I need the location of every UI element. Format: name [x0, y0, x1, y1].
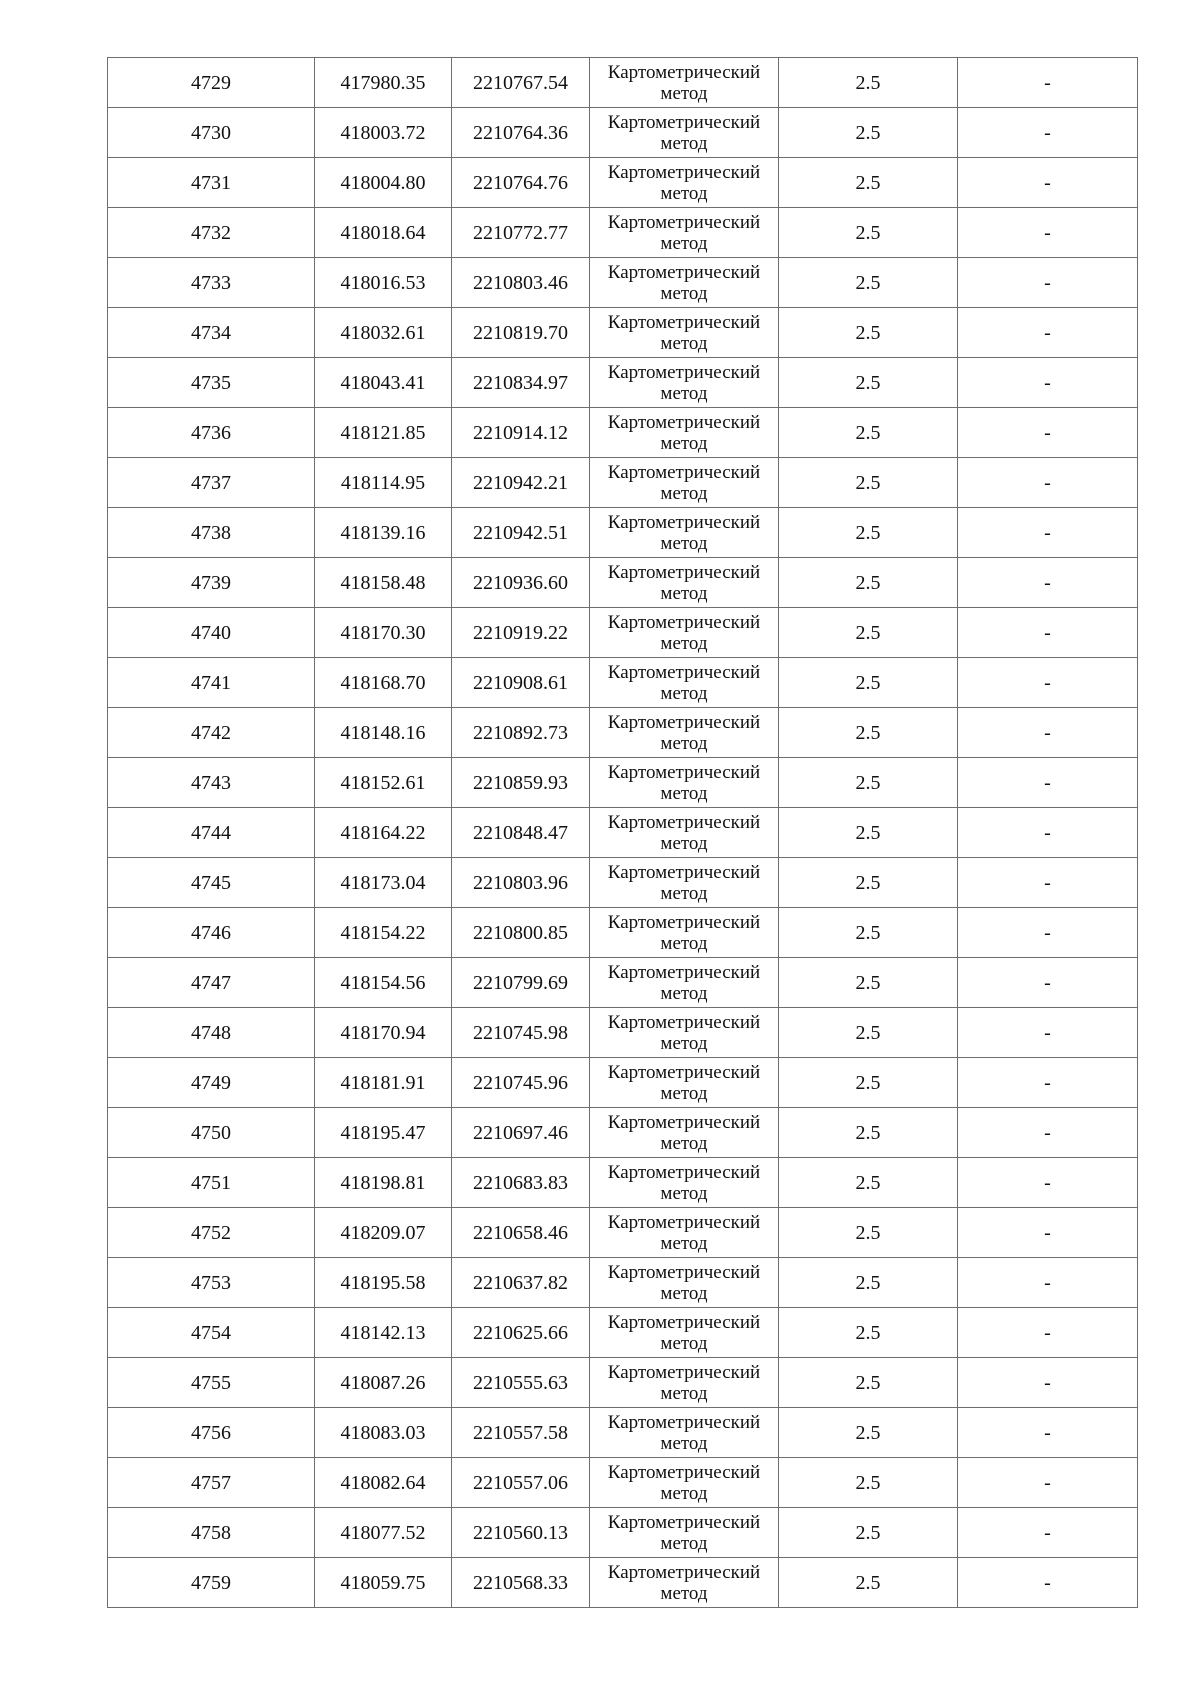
method-line-1: Картометрический — [607, 461, 761, 483]
method-cell — [590, 408, 779, 458]
method-line-2: метод — [660, 1582, 708, 1604]
x-coordinate-cell: 418198.81 — [315, 1158, 452, 1208]
y-coordinate-cell: 2210560.13 — [452, 1508, 590, 1558]
method-line-1: Картометрический — [607, 1461, 761, 1483]
note-cell: - — [958, 208, 1138, 258]
method-line-1: Картометрический — [607, 1511, 761, 1533]
point-number-cell: 4750 — [108, 1108, 315, 1158]
method-line-2: метод — [660, 282, 708, 304]
note-cell: - — [958, 808, 1138, 858]
table-row — [108, 908, 1138, 958]
method-cell — [590, 1408, 779, 1458]
table-row — [108, 408, 1138, 458]
x-coordinate-cell: 418158.48 — [315, 558, 452, 608]
precision-cell: 2.5 — [779, 1408, 958, 1458]
method-cell — [590, 158, 779, 208]
method-line-1: Картометрический — [607, 1211, 761, 1233]
y-coordinate-cell: 2210767.54 — [452, 58, 590, 108]
method-line-1: Картометрический — [607, 1161, 761, 1183]
note-cell: - — [958, 458, 1138, 508]
precision-cell: 2.5 — [779, 708, 958, 758]
table-row — [108, 1058, 1138, 1108]
precision-cell: 2.5 — [779, 508, 958, 558]
table-row — [108, 1258, 1138, 1308]
method-cell — [590, 1158, 779, 1208]
method-line-1: Картометрический — [607, 1561, 761, 1583]
table-row — [108, 58, 1138, 108]
method-line-1: Картометрический — [607, 61, 761, 83]
method-line-1: Картометрический — [607, 1361, 761, 1383]
y-coordinate-cell: 2210557.06 — [452, 1458, 590, 1508]
coordinates-table — [107, 57, 1138, 1608]
table-row — [108, 1358, 1138, 1408]
x-coordinate-cell: 418148.16 — [315, 708, 452, 758]
table-row — [108, 158, 1138, 208]
x-coordinate-cell: 418209.07 — [315, 1208, 452, 1258]
method-line-2: метод — [660, 232, 708, 254]
precision-cell: 2.5 — [779, 458, 958, 508]
point-number-cell: 4757 — [108, 1458, 315, 1508]
method-line-2: метод — [660, 532, 708, 554]
method-line-1: Картометрический — [607, 1111, 761, 1133]
y-coordinate-cell: 2210892.73 — [452, 708, 590, 758]
precision-cell: 2.5 — [779, 858, 958, 908]
table-row — [108, 108, 1138, 158]
point-number-cell: 4729 — [108, 58, 315, 108]
precision-cell: 2.5 — [779, 58, 958, 108]
y-coordinate-cell: 2210803.96 — [452, 858, 590, 908]
table-row — [108, 1408, 1138, 1458]
y-coordinate-cell: 2210555.63 — [452, 1358, 590, 1408]
y-coordinate-cell: 2210848.47 — [452, 808, 590, 858]
note-cell: - — [958, 1508, 1138, 1558]
y-coordinate-cell: 2210803.46 — [452, 258, 590, 308]
method-cell — [590, 558, 779, 608]
y-coordinate-cell: 2210745.98 — [452, 1008, 590, 1058]
y-coordinate-cell: 2210568.33 — [452, 1558, 590, 1608]
precision-cell: 2.5 — [779, 658, 958, 708]
table-row — [108, 1158, 1138, 1208]
y-coordinate-cell: 2210819.70 — [452, 308, 590, 358]
method-line-2: метод — [660, 382, 708, 404]
point-number-cell: 4743 — [108, 758, 315, 808]
y-coordinate-cell: 2210745.96 — [452, 1058, 590, 1108]
method-line-1: Картометрический — [607, 511, 761, 533]
note-cell: - — [958, 108, 1138, 158]
note-cell: - — [958, 558, 1138, 608]
y-coordinate-cell: 2210800.85 — [452, 908, 590, 958]
precision-cell: 2.5 — [779, 1508, 958, 1558]
note-cell: - — [958, 858, 1138, 908]
precision-cell: 2.5 — [779, 758, 958, 808]
method-cell — [590, 1508, 779, 1558]
method-line-1: Картометрический — [607, 711, 761, 733]
point-number-cell: 4737 — [108, 458, 315, 508]
method-cell — [590, 58, 779, 108]
x-coordinate-cell: 418170.30 — [315, 608, 452, 658]
note-cell: - — [958, 1558, 1138, 1608]
method-cell — [590, 758, 779, 808]
method-line-2: метод — [660, 982, 708, 1004]
note-cell: - — [958, 958, 1138, 1008]
method-line-1: Картометрический — [607, 1411, 761, 1433]
point-number-cell: 4746 — [108, 908, 315, 958]
point-number-cell: 4735 — [108, 358, 315, 408]
x-coordinate-cell: 418195.47 — [315, 1108, 452, 1158]
table-row — [108, 1508, 1138, 1558]
x-coordinate-cell: 418170.94 — [315, 1008, 452, 1058]
note-cell: - — [958, 1258, 1138, 1308]
table-row — [108, 858, 1138, 908]
note-cell: - — [958, 1008, 1138, 1058]
x-coordinate-cell: 418168.70 — [315, 658, 452, 708]
point-number-cell: 4752 — [108, 1208, 315, 1258]
x-coordinate-cell: 418003.72 — [315, 108, 452, 158]
method-line-2: метод — [660, 1482, 708, 1504]
x-coordinate-cell: 418154.22 — [315, 908, 452, 958]
y-coordinate-cell: 2210908.61 — [452, 658, 590, 708]
table-row — [108, 1108, 1138, 1158]
method-line-2: метод — [660, 682, 708, 704]
precision-cell: 2.5 — [779, 958, 958, 1008]
table-row — [108, 958, 1138, 1008]
method-cell — [590, 1258, 779, 1308]
method-line-2: метод — [660, 332, 708, 354]
y-coordinate-cell: 2210637.82 — [452, 1258, 590, 1308]
x-coordinate-cell: 418173.04 — [315, 858, 452, 908]
table-row — [108, 658, 1138, 708]
precision-cell: 2.5 — [779, 608, 958, 658]
table-row — [108, 258, 1138, 308]
precision-cell: 2.5 — [779, 158, 958, 208]
x-coordinate-cell: 418016.53 — [315, 258, 452, 308]
precision-cell: 2.5 — [779, 108, 958, 158]
y-coordinate-cell: 2210942.21 — [452, 458, 590, 508]
table-row — [108, 558, 1138, 608]
table-row — [108, 608, 1138, 658]
precision-cell: 2.5 — [779, 1158, 958, 1208]
method-cell — [590, 308, 779, 358]
method-line-2: метод — [660, 882, 708, 904]
table-row — [108, 808, 1138, 858]
point-number-cell: 4732 — [108, 208, 315, 258]
method-line-1: Картометрический — [607, 261, 761, 283]
method-line-2: метод — [660, 432, 708, 454]
method-line-2: метод — [660, 832, 708, 854]
method-line-2: метод — [660, 1382, 708, 1404]
method-line-1: Картометрический — [607, 611, 761, 633]
method-line-2: метод — [660, 732, 708, 754]
method-line-2: метод — [660, 1232, 708, 1254]
method-cell — [590, 258, 779, 308]
method-line-2: метод — [660, 482, 708, 504]
x-coordinate-cell: 418077.52 — [315, 1508, 452, 1558]
method-cell — [590, 658, 779, 708]
x-coordinate-cell: 418164.22 — [315, 808, 452, 858]
point-number-cell: 4747 — [108, 958, 315, 1008]
method-line-1: Картометрический — [607, 1311, 761, 1333]
y-coordinate-cell: 2210799.69 — [452, 958, 590, 1008]
method-cell — [590, 1308, 779, 1358]
note-cell: - — [958, 1208, 1138, 1258]
x-coordinate-cell: 418043.41 — [315, 358, 452, 408]
note-cell: - — [958, 708, 1138, 758]
y-coordinate-cell: 2210936.60 — [452, 558, 590, 608]
point-number-cell: 4731 — [108, 158, 315, 208]
point-number-cell: 4754 — [108, 1308, 315, 1358]
point-number-cell: 4734 — [108, 308, 315, 358]
table-row — [108, 358, 1138, 408]
point-number-cell: 4758 — [108, 1508, 315, 1558]
table-row — [108, 1558, 1138, 1608]
method-line-1: Картометрический — [607, 361, 761, 383]
note-cell: - — [958, 308, 1138, 358]
note-cell: - — [958, 408, 1138, 458]
y-coordinate-cell: 2210697.46 — [452, 1108, 590, 1158]
x-coordinate-cell: 418152.61 — [315, 758, 452, 808]
note-cell: - — [958, 608, 1138, 658]
method-line-2: метод — [660, 932, 708, 954]
method-line-1: Картометрический — [607, 811, 761, 833]
point-number-cell: 4748 — [108, 1008, 315, 1058]
method-cell — [590, 108, 779, 158]
note-cell: - — [958, 258, 1138, 308]
note-cell: - — [958, 1408, 1138, 1458]
method-line-2: метод — [660, 582, 708, 604]
method-cell — [590, 958, 779, 1008]
method-cell — [590, 608, 779, 658]
y-coordinate-cell: 2210557.58 — [452, 1408, 590, 1458]
x-coordinate-cell: 418121.85 — [315, 408, 452, 458]
method-cell — [590, 358, 779, 408]
method-line-2: метод — [660, 182, 708, 204]
precision-cell: 2.5 — [779, 308, 958, 358]
point-number-cell: 4740 — [108, 608, 315, 658]
x-coordinate-cell: 418018.64 — [315, 208, 452, 258]
x-coordinate-cell: 418032.61 — [315, 308, 452, 358]
precision-cell: 2.5 — [779, 1008, 958, 1058]
method-line-2: метод — [660, 1132, 708, 1154]
precision-cell: 2.5 — [779, 1058, 958, 1108]
method-line-1: Картометрический — [607, 1061, 761, 1083]
x-coordinate-cell: 418083.03 — [315, 1408, 452, 1458]
method-cell — [590, 1558, 779, 1608]
method-cell — [590, 1108, 779, 1158]
y-coordinate-cell: 2210764.76 — [452, 158, 590, 208]
y-coordinate-cell: 2210914.12 — [452, 408, 590, 458]
method-cell — [590, 458, 779, 508]
note-cell: - — [958, 158, 1138, 208]
y-coordinate-cell: 2210772.77 — [452, 208, 590, 258]
method-cell — [590, 1008, 779, 1058]
precision-cell: 2.5 — [779, 808, 958, 858]
method-line-1: Картометрический — [607, 761, 761, 783]
point-number-cell: 4744 — [108, 808, 315, 858]
x-coordinate-cell: 418142.13 — [315, 1308, 452, 1358]
note-cell: - — [958, 908, 1138, 958]
point-number-cell: 4741 — [108, 658, 315, 708]
method-line-1: Картометрический — [607, 111, 761, 133]
note-cell: - — [958, 1108, 1138, 1158]
precision-cell: 2.5 — [779, 1358, 958, 1408]
y-coordinate-cell: 2210683.83 — [452, 1158, 590, 1208]
y-coordinate-cell: 2210942.51 — [452, 508, 590, 558]
method-line-1: Картометрический — [607, 411, 761, 433]
precision-cell: 2.5 — [779, 1208, 958, 1258]
note-cell: - — [958, 358, 1138, 408]
y-coordinate-cell: 2210834.97 — [452, 358, 590, 408]
precision-cell: 2.5 — [779, 558, 958, 608]
precision-cell: 2.5 — [779, 1308, 958, 1358]
x-coordinate-cell: 418195.58 — [315, 1258, 452, 1308]
method-line-1: Картометрический — [607, 911, 761, 933]
precision-cell: 2.5 — [779, 1258, 958, 1308]
note-cell: - — [958, 1358, 1138, 1408]
point-number-cell: 4736 — [108, 408, 315, 458]
note-cell: - — [958, 1458, 1138, 1508]
precision-cell: 2.5 — [779, 358, 958, 408]
x-coordinate-cell: 418139.16 — [315, 508, 452, 558]
y-coordinate-cell: 2210764.36 — [452, 108, 590, 158]
point-number-cell: 4753 — [108, 1258, 315, 1308]
table-row — [108, 308, 1138, 358]
method-line-2: метод — [660, 1332, 708, 1354]
note-cell: - — [958, 508, 1138, 558]
table-row — [108, 1008, 1138, 1058]
method-cell — [590, 508, 779, 558]
point-number-cell: 4730 — [108, 108, 315, 158]
x-coordinate-cell: 418059.75 — [315, 1558, 452, 1608]
precision-cell: 2.5 — [779, 208, 958, 258]
method-line-2: метод — [660, 632, 708, 654]
method-cell — [590, 208, 779, 258]
method-line-2: метод — [660, 1432, 708, 1454]
table-row — [108, 508, 1138, 558]
method-line-2: метод — [660, 82, 708, 104]
note-cell: - — [958, 758, 1138, 808]
y-coordinate-cell: 2210658.46 — [452, 1208, 590, 1258]
note-cell: - — [958, 1308, 1138, 1358]
method-line-1: Картометрический — [607, 161, 761, 183]
note-cell: - — [958, 658, 1138, 708]
x-coordinate-cell: 418082.64 — [315, 1458, 452, 1508]
method-cell — [590, 1058, 779, 1108]
method-line-2: метод — [660, 1032, 708, 1054]
method-line-1: Картометрический — [607, 1011, 761, 1033]
point-number-cell: 4739 — [108, 558, 315, 608]
note-cell: - — [958, 1058, 1138, 1108]
y-coordinate-cell: 2210859.93 — [452, 758, 590, 808]
precision-cell: 2.5 — [779, 908, 958, 958]
table-row — [108, 1308, 1138, 1358]
point-number-cell: 4755 — [108, 1358, 315, 1408]
y-coordinate-cell: 2210625.66 — [452, 1308, 590, 1358]
point-number-cell: 4742 — [108, 708, 315, 758]
x-coordinate-cell: 418004.80 — [315, 158, 452, 208]
method-line-2: метод — [660, 1182, 708, 1204]
method-cell — [590, 1458, 779, 1508]
x-coordinate-cell: 418181.91 — [315, 1058, 452, 1108]
method-cell — [590, 808, 779, 858]
table-body — [108, 58, 1138, 1608]
method-cell — [590, 1208, 779, 1258]
point-number-cell: 4745 — [108, 858, 315, 908]
method-line-2: метод — [660, 1532, 708, 1554]
note-cell: - — [958, 58, 1138, 108]
point-number-cell: 4749 — [108, 1058, 315, 1108]
point-number-cell: 4738 — [108, 508, 315, 558]
method-line-2: метод — [660, 782, 708, 804]
table-row — [108, 208, 1138, 258]
table-row — [108, 1208, 1138, 1258]
method-line-2: метод — [660, 132, 708, 154]
x-coordinate-cell: 417980.35 — [315, 58, 452, 108]
method-line-1: Картометрический — [607, 211, 761, 233]
point-number-cell: 4759 — [108, 1558, 315, 1608]
method-line-1: Картометрический — [607, 1261, 761, 1283]
x-coordinate-cell: 418154.56 — [315, 958, 452, 1008]
method-cell — [590, 858, 779, 908]
method-cell — [590, 708, 779, 758]
note-cell: - — [958, 1158, 1138, 1208]
method-line-1: Картометрический — [607, 311, 761, 333]
method-line-1: Картометрический — [607, 561, 761, 583]
method-cell — [590, 908, 779, 958]
table-row — [108, 458, 1138, 508]
precision-cell: 2.5 — [779, 1108, 958, 1158]
point-number-cell: 4733 — [108, 258, 315, 308]
precision-cell: 2.5 — [779, 1558, 958, 1608]
method-cell — [590, 1358, 779, 1408]
x-coordinate-cell: 418087.26 — [315, 1358, 452, 1408]
precision-cell: 2.5 — [779, 258, 958, 308]
precision-cell: 2.5 — [779, 408, 958, 458]
precision-cell: 2.5 — [779, 1458, 958, 1508]
point-number-cell: 4751 — [108, 1158, 315, 1208]
method-line-1: Картометрический — [607, 661, 761, 683]
method-line-2: метод — [660, 1082, 708, 1104]
method-line-2: метод — [660, 1282, 708, 1304]
y-coordinate-cell: 2210919.22 — [452, 608, 590, 658]
method-line-1: Картометрический — [607, 861, 761, 883]
table-row — [108, 1458, 1138, 1508]
method-line-1: Картометрический — [607, 961, 761, 983]
point-number-cell: 4756 — [108, 1408, 315, 1458]
table-row — [108, 708, 1138, 758]
table-row — [108, 758, 1138, 808]
x-coordinate-cell: 418114.95 — [315, 458, 452, 508]
